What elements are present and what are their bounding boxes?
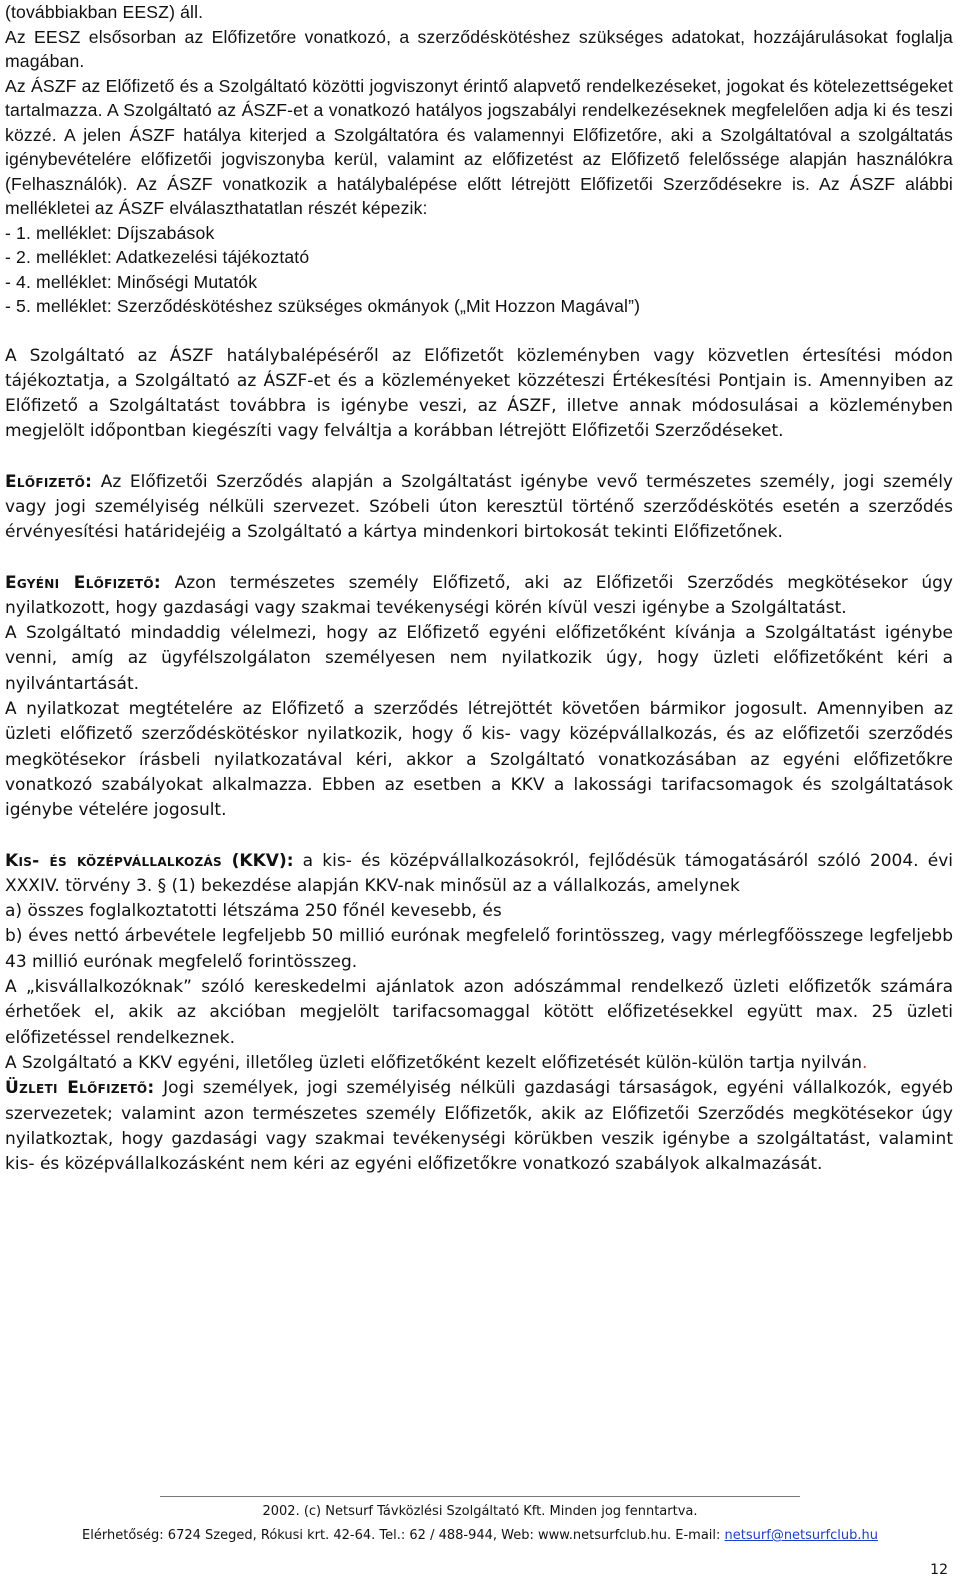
footer-contact	[0, 1528, 960, 1543]
annex-item: - 2. melléklet: Adatkezelési tájékoztató	[5, 247, 310, 267]
list-item-a: a) összes foglalkoztatotti létszáma 250 főnél kevesebb, és	[5, 901, 502, 922]
definition-text: Jogi személyek, jogi személyiség nélküli gazdasági társaságok, egyéni vállalkozók, egyéb szervezetek; valamint azon természetes személy Előfizetők, akik az Előfizetői Szerződés megkötésekor úgy nyilatkoztak, hogy gazdasági vagy szakmai tevékenységi körükben veszik igénybe a szolgáltatást, valamint kis- és középvállalkozásként nem kéri az egyéni előfizetőkre vonatkozó szabályok alkalmazását.	[5, 1078, 953, 1175]
definition-text: Az Előfizetői Szerződés alapján a Szolgáltatást igénybe vevő természetes személy, jogi személy vagy jogi személyiség nélküli szervezet. Szóbeli úton keresztül történő szerződéskötés esetén a szerződés érvényesítési határidejéig a Szolgáltató a kártya mindenkori birtokosát tekinti Előfizetőnek.	[5, 471, 953, 543]
paragraph-kisvallalkozok: A „kisvállalkozóknak” szóló kereskedelmi ajánlatok azon adószámmal rendelkező üzleti előfizetők számára érhetőek el, akik az akcióban megjelölt tarifacsomaggal kötött előfizetésekkel együtt max. 25 üzleti előfizetéssel rendelkeznek.	[5, 977, 953, 1048]
term-kkv: Kis- és középvállalkozás	[5, 850, 222, 871]
spacer	[5, 824, 953, 849]
term-elofizeto: Előfizető:	[5, 471, 93, 492]
definition-kkv	[5, 849, 953, 900]
spacer	[5, 546, 953, 571]
term-uzleti-elofizeto: Üzleti Előfizető:	[5, 1078, 155, 1099]
paragraph-eesz-continuation: (továbbiakban EESZ) áll.	[5, 2, 204, 22]
footer-copyright: 2002. (c) Netsurf Távközlési Szolgáltató Kft. Minden jog fenntartva.	[262, 1504, 698, 1519]
red-period: .	[862, 1052, 868, 1073]
document-page	[5, 0, 953, 1177]
spacer	[5, 445, 953, 470]
email-link[interactable]: netsurf@netsurfclub.hu	[724, 1528, 878, 1543]
annex-item: - 4. melléklet: Minőségi Mutatók	[5, 271, 258, 292]
definition-uzleti-elofizeto	[5, 1076, 953, 1177]
paragraph-aszf: Az ÁSZF az Előfizető és a Szolgáltató közötti jogviszonyt érintő alapvető rendelkezéseket, jogokat és kötelezettségeket tartalmazza. A Szolgáltató az ÁSZF-et a vonatkozó hatályos jogszabályi rendelkezéseknek megfelelően adja ki és teszi közzé. A jelen ÁSZF hatálya kiterjed a Szolgáltatóra és valamennyi Előfizetőre, aki a Szolgáltatóval a szolgáltatás igénybevételére előfizetői jogviszonyba kerül, valamint az előfizetést az Előfizető felelőssége alapján használókra (Felhasználók). Az ÁSZF vonatkozik a hatálybalépése előtt létrejött Előfizetői Szerződésekre is. Az ÁSZF alábbi mellékletei az ÁSZF elválaszthatatlan részét képezik:	[5, 75, 953, 218]
paragraph-text: A Szolgáltató a KKV egyéni, illetőleg üzleti előfizetőként kezelt előfizetését külön-külön tartja nyilván	[5, 1052, 863, 1073]
paragraph-velelmezes: A Szolgáltató mindaddig vélelmezi, hogy az Előfizető egyéni előfizetőként kívánja a Szolgáltatást igénybe venni, amíg az ügyfélszolgálaton személyesen nem nyilatkozik úgy, hogy üzleti előfizetőként kéri a nyilvántartását.	[5, 623, 953, 694]
footer-contact-text: Elérhetőség: 6724 Szeged, Rókusi krt. 42-64. Tel.: 62 / 488-944, Web: www.netsurfclub.hu. E-mail:	[82, 1528, 725, 1543]
spacer	[5, 319, 953, 344]
page-number: 12	[930, 1562, 948, 1578]
paragraph-kkv-nyilvantartas	[5, 1051, 953, 1076]
term-kkv-abbr: (KKV):	[221, 850, 294, 871]
paragraph-hatalybalepes: A Szolgáltató az ÁSZF hatálybalépéséről az Előfizetőt közleményben vagy közvetlen értesítési módon tájékoztatja, a Szolgáltató az ÁSZF-et és a közleményeket közzéteszi Értékesítési Pontjain is. Amennyiben az Előfizető a Szolgáltatást továbbra is igénybe veszi, az ÁSZF, illetve annak módosulásai a közleményben megjelölt időpontban kiegészíti vagy felváltja a korábban létrejött Előfizetői Szerződéseket.	[5, 345, 953, 442]
term-egyeni-elofizeto: Egyéni Előfizető:	[5, 572, 162, 593]
paragraph-eesz: Az EESZ elsősorban az Előfizetőre vonatkozó, a szerződéskötéshez szükséges adatokat, hozzájárulásokat foglalja magában.	[5, 26, 953, 71]
annex-item: - 5. melléklet: Szerződéskötéshez szükséges okmányok („Mit Hozzon Magával”)	[5, 296, 641, 316]
footer-divider	[160, 1496, 800, 1497]
definition-text: Azon természetes személy Előfizető, aki az Előfizetői Szerződés megkötésekor úgy nyilatkozott, hogy gazdasági vagy szakmai tevékenységi körén kívül veszi igénybe a Szolgáltatást.	[5, 572, 953, 618]
definition-text: a kis- és középvállalkozásokról, fejlődésük támogatásáról szóló 2004. évi XXXIV. törvény 3. § (1) bekezdése alapján KKV-nak minősül az a vállalkozás, amelynek	[5, 850, 953, 896]
definition-egyeni-elofizeto	[5, 571, 953, 622]
list-item-b: b) éves nettó árbevétele legfeljebb 50 millió eurónak megfelelő forintösszeg, vagy mérlegfőösszege legfeljebb 43 millió eurónak megfelelő forintösszeg.	[5, 926, 953, 972]
paragraph-nyilatkozat: A nyilatkozat megtételére az Előfizető a szerződés létrejöttét követően bármikor jogosult. Amennyiben az üzleti előfizető szerződéskötéskor nyilatkozik, hogy ő kis- vagy középvállalkozás, és az előfizetői szerződés megkötésekor írásbeli nyilatkozatával kéri, akkor a Szolgáltató vonatkozásában az egyéni előfizetőkre vonatkozó szabályokat alkalmazza. Ebben az esetben a KKV a lakossági tarifacsomagok és szolgáltatások igénybe vételére jogosult.	[5, 699, 953, 821]
definition-elofizeto	[5, 470, 953, 546]
annex-item: - 1. melléklet: Díjszabások	[5, 222, 215, 243]
